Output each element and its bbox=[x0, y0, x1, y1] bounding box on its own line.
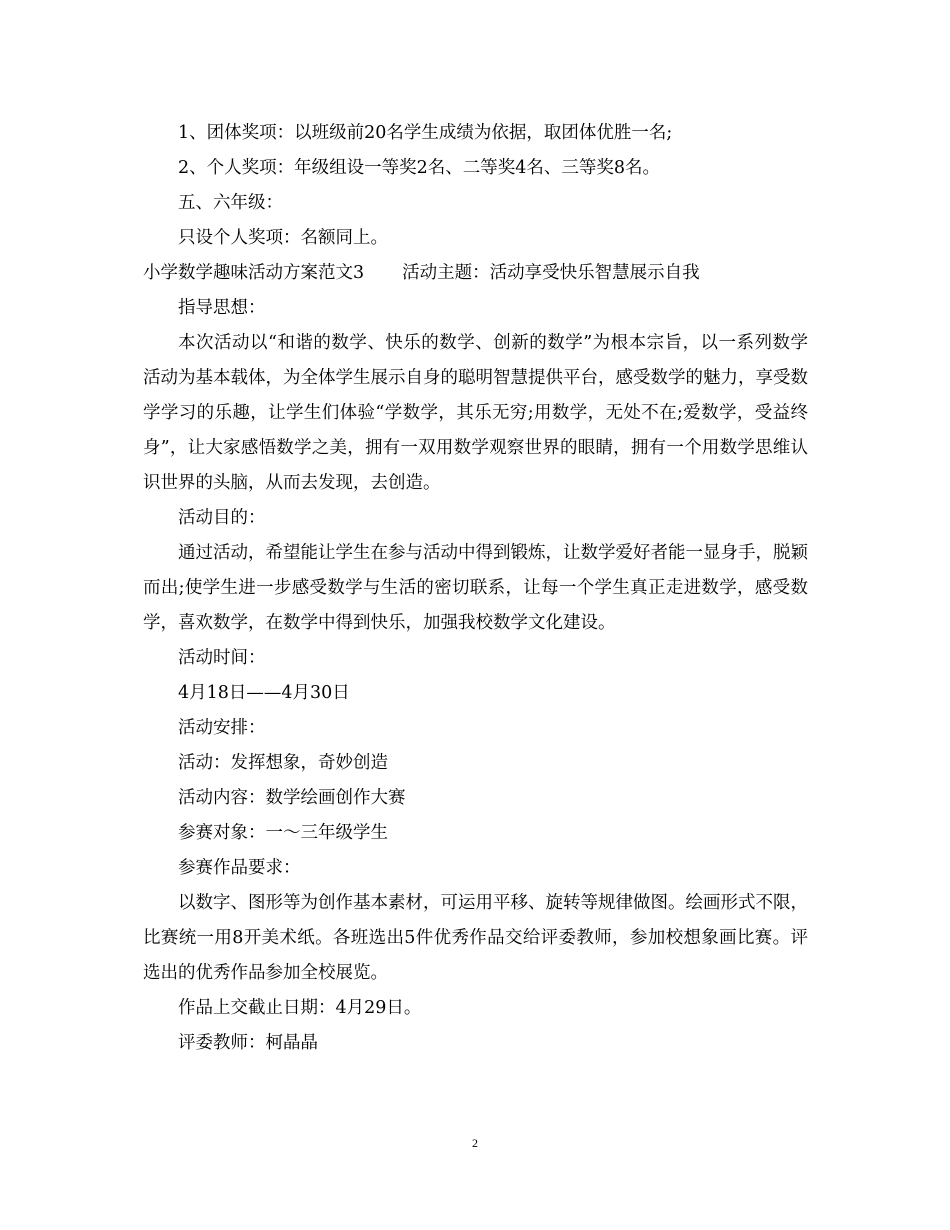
section-heading: 小学数学趣味活动方案范文3 bbox=[143, 263, 365, 283]
paragraph-activity-dates: 4月18日——4月30日 bbox=[178, 683, 350, 703]
heading-entry-requirements: 参赛作品要求： bbox=[178, 858, 301, 878]
paragraph-activity-name: 活动：发挥想象，奇妙创造 bbox=[178, 753, 388, 773]
paragraph-individual-award: 2、个人奖项：年级组设一等奖2名、二等奖4名、三等奖8名。 bbox=[178, 158, 661, 178]
paragraph-grade-five-six: 五、六年级： bbox=[178, 193, 283, 213]
activity-theme: 活动主题：活动享受快乐智慧展示自我 bbox=[402, 263, 700, 283]
paragraph-individual-only: 只设个人奖项：名额同上。 bbox=[178, 228, 388, 248]
paragraph-entry-requirements: 以数字、图形等为创作基本素材，可运用平移、旋转等规律做图。绘画形式不限，比赛统一用8开美术纸。各班选出5件优秀作品交给评委教师，参加校想象画比赛。评选出的优秀作品参加全校展览。 bbox=[143, 893, 808, 983]
paragraph-activity-content: 活动内容：数学绘画创作大赛 bbox=[178, 788, 406, 808]
paragraph-deadline: 作品上交截止日期：4月29日。 bbox=[178, 998, 422, 1018]
heading-guiding-thought: 指导思想： bbox=[178, 298, 266, 318]
paragraph-team-award: 1、团体奖项：以班级前20名学生成绩为依据，取团体优胜一名; bbox=[178, 123, 673, 143]
heading-activity-purpose: 活动目的： bbox=[178, 508, 266, 528]
paragraph-participants: 参赛对象：一～三年级学生 bbox=[178, 823, 388, 843]
heading-activity-time: 活动时间： bbox=[178, 648, 266, 668]
paragraph-judge: 评委教师：柯晶晶 bbox=[178, 1033, 318, 1053]
page-number: 2 bbox=[472, 1136, 478, 1150]
heading-activity-arrangement: 活动安排： bbox=[178, 718, 266, 738]
section-title-row bbox=[143, 256, 808, 291]
document-body bbox=[143, 116, 808, 1061]
paragraph-activity-purpose: 通过活动，希望能让学生在参与活动中得到锻炼，让数学爱好者能一显身手，脱颖而出;使学生进一步感受数学与生活的密切联系，让每一个学生真正走进数学，感受数学，喜欢数学，在数学中得到快乐，加强我校数学文化建设。 bbox=[143, 543, 808, 633]
paragraph-guiding-thought: 本次活动以“和谐的数学、快乐的数学、创新的数学”为根本宗旨，以一系列数学活动为基本载体，为全体学生展示自身的聪明智慧提供平台，感受数学的魅力，享受数学学习的乐趣，让学生们体验“学数学，其乐无穷;用数学，无处不在;爱数学，受益终身”，让大家感悟数学之美，拥有一双用数学观察世界的眼睛，拥有一个用数学思维认识世界的头脑，从而去发现，去创造。 bbox=[143, 333, 808, 493]
